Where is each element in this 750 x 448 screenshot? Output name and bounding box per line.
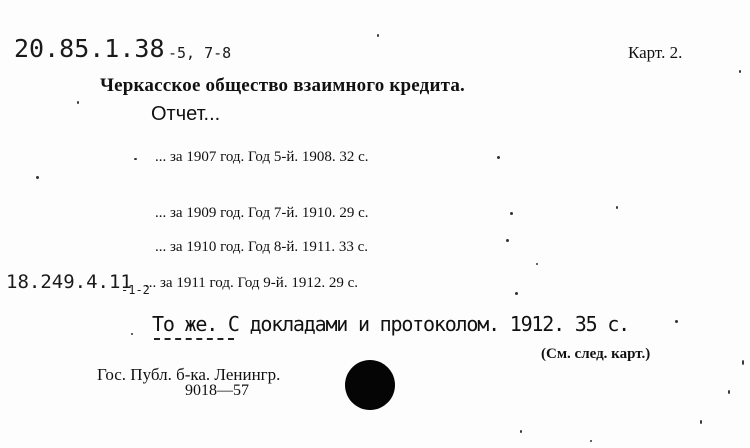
scan-speck bbox=[131, 333, 133, 335]
entry-1910: ... за 1910 год. Год 8-й. 1911. 33 с. bbox=[155, 239, 368, 255]
scan-speck bbox=[616, 206, 618, 209]
entry-1909: ... за 1909 год. Год 7-й. 1910. 29 с. bbox=[155, 205, 369, 221]
typed-addition: То же. С докладами и протоколом. 1912. 35 с. bbox=[152, 312, 630, 336]
pencil-underline bbox=[154, 338, 234, 340]
scan-speck bbox=[497, 156, 500, 159]
scan-speck bbox=[700, 420, 702, 424]
card-title: Черкасское общество взаимного кредита. bbox=[100, 75, 466, 96]
call-number-side: 18.249.4.11 bbox=[6, 271, 132, 293]
scan-speck bbox=[742, 360, 744, 365]
scan-speck bbox=[590, 440, 592, 442]
scan-speck bbox=[506, 239, 509, 242]
punch-hole bbox=[345, 360, 395, 410]
scan-speck bbox=[77, 101, 79, 104]
card-subtitle: Отчет... bbox=[151, 103, 221, 125]
scan-speck bbox=[675, 320, 678, 323]
scan-speck bbox=[510, 212, 513, 215]
call-number-side-suffix: -1-2 bbox=[121, 283, 150, 297]
call-number-top: 20.85.1.38 bbox=[14, 34, 165, 63]
call-number-top-suffix: -5, 7-8 bbox=[168, 44, 232, 62]
scan-speck bbox=[36, 176, 39, 179]
entry-1907: ... за 1907 год. Год 5-й. 1908. 32 с. bbox=[155, 149, 369, 165]
scan-speck bbox=[536, 263, 538, 265]
scan-speck bbox=[728, 390, 730, 394]
card-number: Карт. 2. bbox=[628, 43, 683, 62]
scan-speck bbox=[520, 430, 522, 433]
scan-speck bbox=[377, 34, 379, 37]
scan-speck bbox=[134, 158, 137, 160]
entry-1911: ... за 1911 год. Год 9-й. 1912. 29 с. bbox=[145, 275, 358, 291]
scan-speck bbox=[515, 292, 518, 295]
see-next-card-note: (См. след. карт.) bbox=[541, 346, 651, 362]
library-stamp: Гос. Публ. б-ка. Ленингр. bbox=[97, 365, 281, 384]
library-number: 9018—57 bbox=[185, 382, 249, 399]
scan-speck bbox=[739, 70, 741, 73]
